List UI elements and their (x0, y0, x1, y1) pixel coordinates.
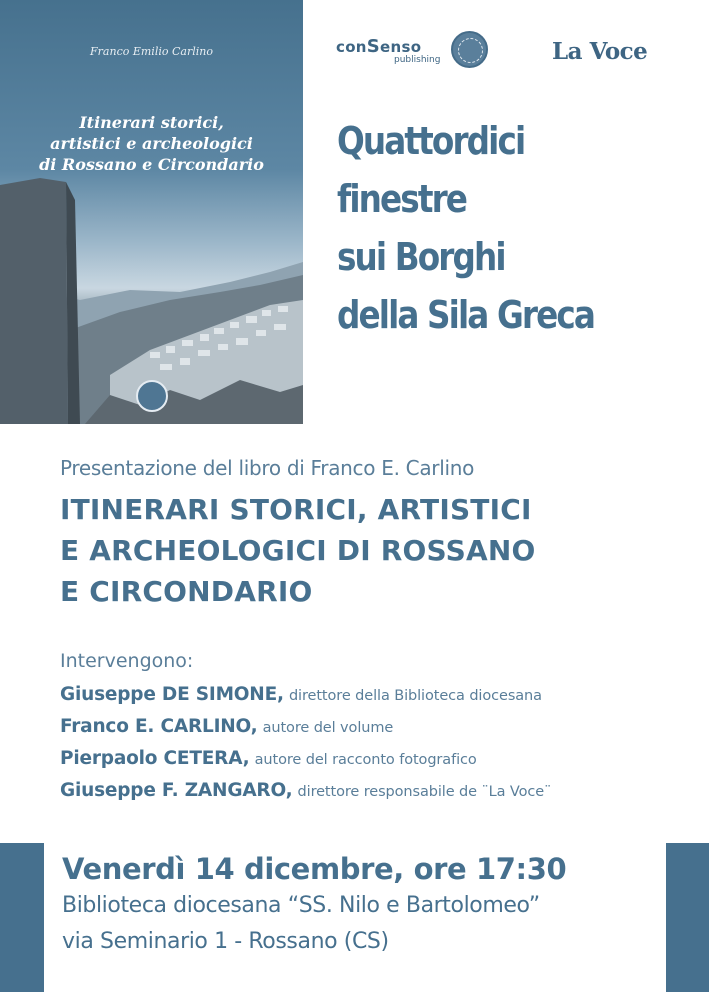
speaker-item: Pierpaolo CETERA, autore del racconto fotografico (60, 748, 477, 769)
book-title: ITINERARI STORICI, ARTISTICI E ARCHEOLOGICI DI ROSSANO E CIRCONDARIO (60, 493, 536, 608)
footer-bar-left (0, 843, 44, 992)
speakers-label: Intervengono: (60, 650, 194, 672)
cover-title: Itinerari storici, artistici e archeologici di Rossano e Circondario (39, 113, 264, 174)
event-date: Venerdì 14 dicembre, ore 17:30 (62, 852, 567, 886)
la-voce-logo: La Voce (552, 38, 648, 65)
speaker-item: Franco E. CARLINO, autore del volume (60, 716, 394, 737)
book-cover (0, 0, 303, 424)
event-venue: Biblioteca diocesana “SS. Nilo e Bartolomeo” (62, 893, 540, 918)
headline: Quattordici finestre sui Borghi della Sila Greca (337, 119, 595, 337)
speaker-item: Giuseppe F. ZANGARO, direttore responsabile de ¨La Voce¨ (60, 780, 552, 801)
cover-author: Franco Emilio Carlino (90, 45, 213, 58)
consenso-publishing-logo: conSenso publishing (336, 36, 441, 65)
cover-landscape-photo (0, 0, 303, 424)
seal-icon (451, 31, 488, 68)
cover-seal-icon (136, 380, 168, 412)
presentation-line: Presentazione del libro di Franco E. Carlino (60, 456, 475, 480)
speaker-item: Giuseppe DE SIMONE, direttore della Biblioteca diocesana (60, 684, 542, 705)
speakers-list (60, 679, 551, 807)
footer-bar-right (666, 843, 709, 992)
event-address: via Seminario 1 - Rossano (CS) (62, 929, 389, 954)
